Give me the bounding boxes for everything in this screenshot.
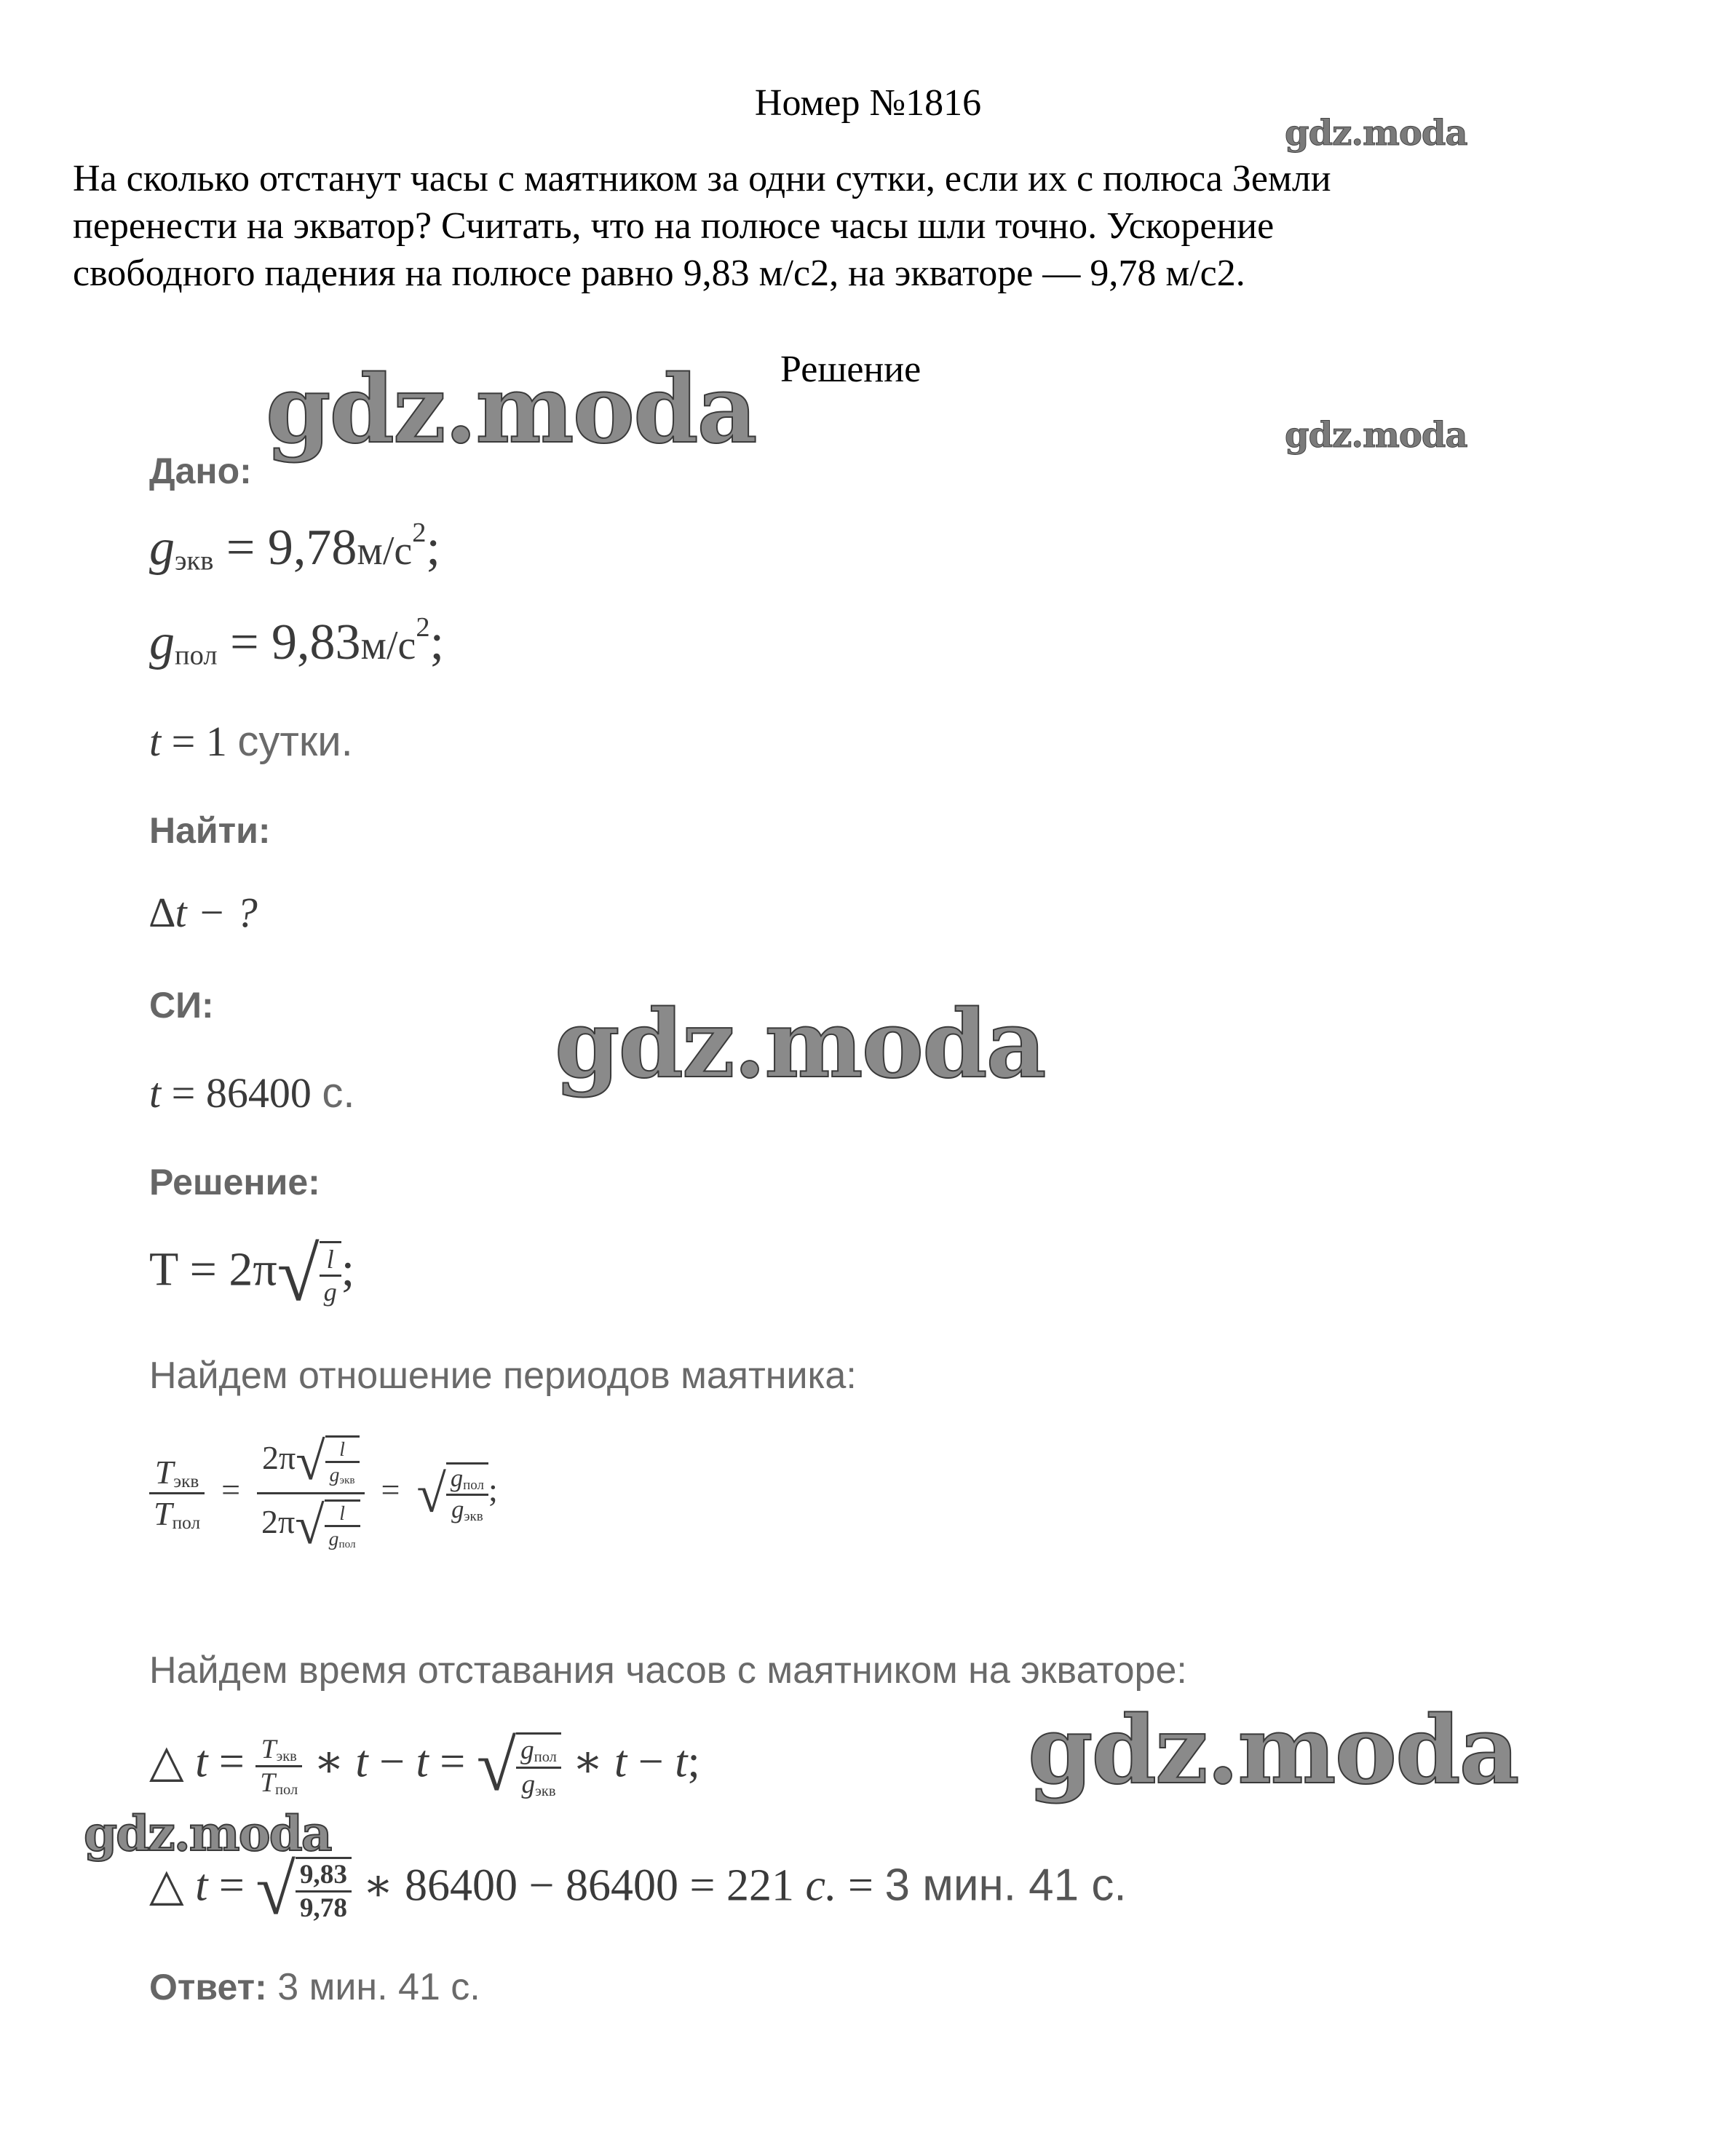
- ratio-formula: $\frac{\text{Tэкв}}{\text{Tпол}}$ = 2π√ $\frac{l}{g_{экв}}$ 2π√ $\frac{l}{g_{пол}}$ = √ $\frac{\text{gпол}}{\text{gэкв}}$ ;: [149, 1430, 498, 1556]
- period-formula: T = 2π√ $\frac{l}{g}$ ;: [149, 1232, 355, 1317]
- problem-line-3: свободного падения на полюсе равно 9,83 м/с2, на экваторе — 9,78 м/с2.: [73, 253, 1245, 294]
- given-label: Дано:: [149, 451, 252, 491]
- si-label: СИ:: [149, 985, 214, 1026]
- watermark-logo: gdz.moda: [1028, 1696, 1518, 1805]
- given-g-pole: $g_{пол} = 9,83м/с^2$;: [149, 612, 445, 671]
- si-time: t = 86400 с.: [149, 1069, 355, 1117]
- page-title: Номер №1816: [754, 82, 982, 124]
- find-label: Найти:: [149, 810, 271, 851]
- problem-line-1: На сколько отстанут часы с маятником за одни сутки, если их с полюса Земли: [73, 158, 1331, 199]
- solution-label: Решение:: [149, 1162, 320, 1202]
- watermark-logo: gdz.moda: [1285, 415, 1467, 456]
- watermark-logo: gdz.moda: [1285, 113, 1467, 154]
- given-g-equator: $g_{экв} = 9,78м/с^2$;: [149, 518, 440, 576]
- given-time: t = 1 сутки.: [149, 718, 353, 765]
- watermark-logo: gdz.moda: [84, 1805, 331, 1862]
- watermark-logo: gdz.moda: [266, 355, 756, 464]
- answer: Ответ: 3 мин. 41 с.: [149, 1966, 480, 2008]
- find-expr: ∆t − ?: [149, 889, 258, 936]
- watermark-logo: gdz.moda: [555, 990, 1045, 1099]
- solution-heading: Решение: [780, 349, 921, 390]
- lag-intro: Найдем время отставания часов с маятником на экваторе:: [149, 1649, 1187, 1692]
- numeric-result: △ t = √ $\frac{9,83}{9,78}$ ∗ 86400 − 86400 = 221 с. = 3 мин. 41 с.: [149, 1850, 1127, 1930]
- ratio-intro: Найдем отношение периодов маятника:: [149, 1355, 857, 1397]
- lag-formula: △ t = $\frac{\text{Tэкв}}{\text{Tпол}}$ ∗ t − t = √ $\frac{\text{gпол}}{\text{gэкв}}$ ∗ t − t;: [149, 1727, 700, 1806]
- problem-line-2: перенести на экватор? Считать, что на полюсе часы шли точно. Ускорение: [73, 205, 1275, 247]
